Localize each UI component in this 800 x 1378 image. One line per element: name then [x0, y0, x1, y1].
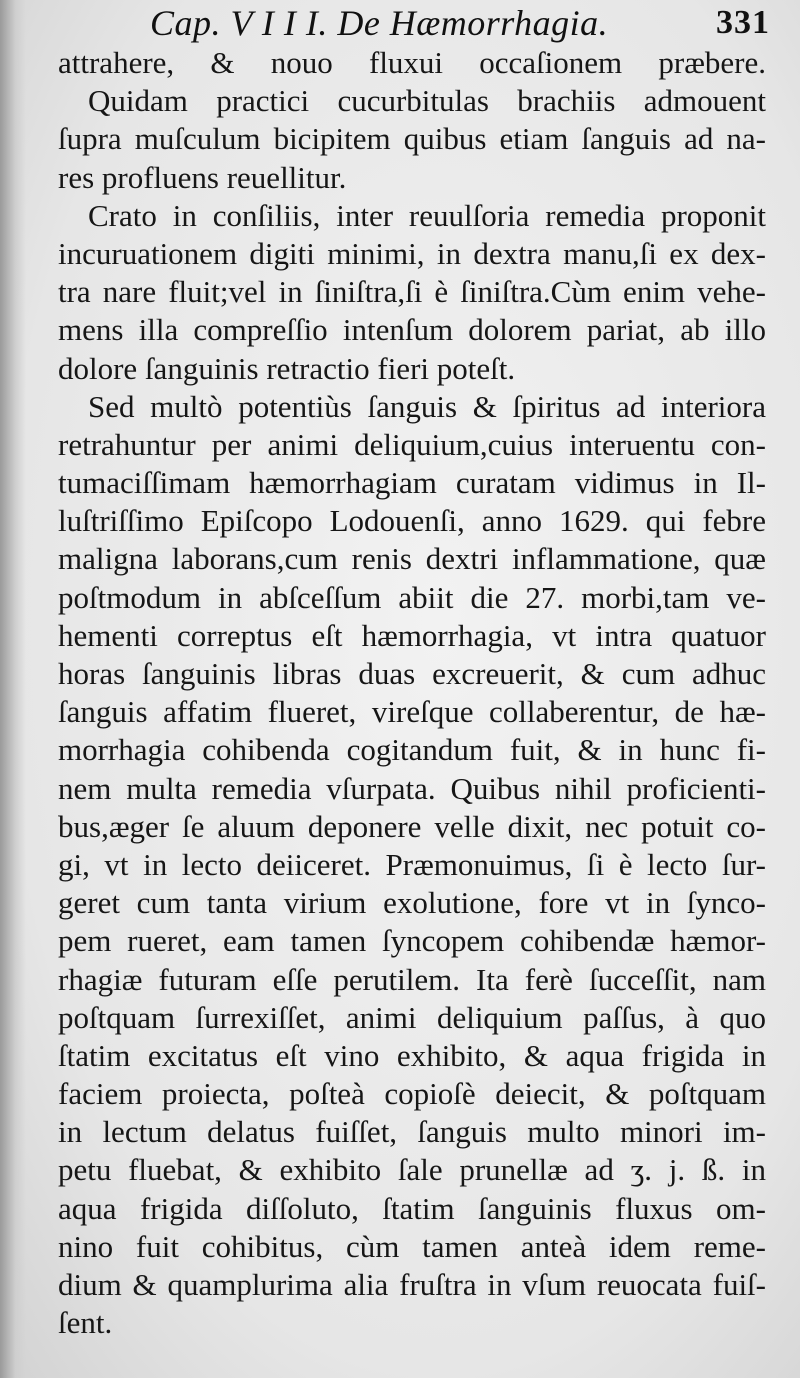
text-line: dolore ſanguinis retractio fieri poteſt.	[58, 350, 516, 386]
text-line: bus,æger ſe aluum deponere velle dixit, nec potuit co-	[58, 808, 766, 844]
text-line: ſupra muſculum bicipitem quibus etiam ſanguis ad na-	[58, 121, 766, 157]
text-line: gi, vt in lecto deiiceret. Præmonuimus, ſi è lecto ſur-	[58, 846, 766, 882]
text-line: tra nare fluit;vel in ſiniſtra,ſi è ſiniſtra.Cùm enim vehe-	[58, 274, 766, 310]
page-number: 331	[716, 4, 770, 41]
text-line: poſtquam ſurrexiſſet, animi deliquium paſſus, à quo	[58, 999, 766, 1035]
text-line: incuruationem digiti minimi, in dextra manu,ſi ex dex-	[58, 235, 766, 271]
text-line: nem multa remedia vſurpata. Quibus nihil proficienti-	[58, 770, 766, 806]
text-line: horas ſanguinis libras duas excreuerit, & cum adhuc	[58, 656, 766, 691]
text-line: mens illa compreſſio intenſum dolorem pariat, ab illo	[58, 312, 766, 348]
text-line: faciem proiecta, poſteà copioſè deiecit, & poſtquam	[58, 1076, 766, 1112]
body-text	[58, 44, 766, 1342]
page-header	[150, 2, 770, 48]
text-line: poſtmodum in abſceſſum abiit die 27. morbi,tam ve-	[58, 579, 766, 615]
text-line: Sed multò potentiùs ſanguis & ſpiritus ad interiora	[88, 388, 766, 424]
text-line: res profluens reuellitur.	[58, 159, 347, 195]
text-line: dium & quamplurima alia fruſtra in vſum reuocata fuiſ-	[58, 1267, 766, 1302]
text-line: in lectum delatus fuiſſet, ſanguis multo minori im-	[58, 1114, 766, 1150]
text-line: Quidam practici cucurbitulas brachiis admouent	[88, 83, 766, 119]
text-line: ſtatim excitatus eſt vino exhibito, & aqua frigida in	[58, 1037, 766, 1073]
text-line: luſtriſſimo Epiſcopo Lodouenſi, anno 1629. qui febre	[58, 503, 766, 539]
text-line: aqua frigida diſſoluto, ſtatim ſanguinis fluxus om-	[58, 1190, 766, 1226]
text-line: maligna laborans,cum renis dextri inflammatione, quæ	[58, 541, 766, 577]
text-line: rhagiæ futuram eſſe perutilem. Ita ferè ſucceſſit, nam	[58, 961, 766, 997]
text-line: pem rueret, eam tamen ſyncopem cohibendæ hæmor-	[58, 923, 766, 959]
text-line: morrhagia cohibenda cogitandum fuit, & in hunc fi-	[58, 732, 766, 768]
text-line: ſent.	[58, 1305, 113, 1341]
text-line: Crato in conſiliis, inter reuulſoria remedia proponit	[88, 197, 766, 233]
text-line: hementi correptus eſt hæmorrhagia, vt intra quatuor	[58, 617, 766, 653]
text-line: retrahuntur per animi deliquium,cuius interuentu con-	[58, 426, 766, 462]
text-line: petu fluebat, & exhibito ſale prunellæ ad ʒ. j. ß. in	[58, 1152, 766, 1188]
text-line: attrahere, & nouo fluxui occaſionem præbere.	[58, 45, 766, 80]
text-line: nino fuit cohibitus, cùm tamen anteà idem reme-	[58, 1228, 766, 1264]
binding-gutter-shadow	[0, 0, 26, 1378]
text-line: ſanguis affatim flueret, vireſque collaberentur, de hæ-	[58, 694, 766, 730]
running-head: Cap. V I I I. De Hæmorrhagia.	[150, 3, 609, 43]
text-line: geret cum tanta virium exolutione, fore vt in ſynco-	[58, 885, 766, 921]
text-line: tumaciſſimam hæmorrhagiam curatam vidimus in Il-	[58, 465, 766, 501]
